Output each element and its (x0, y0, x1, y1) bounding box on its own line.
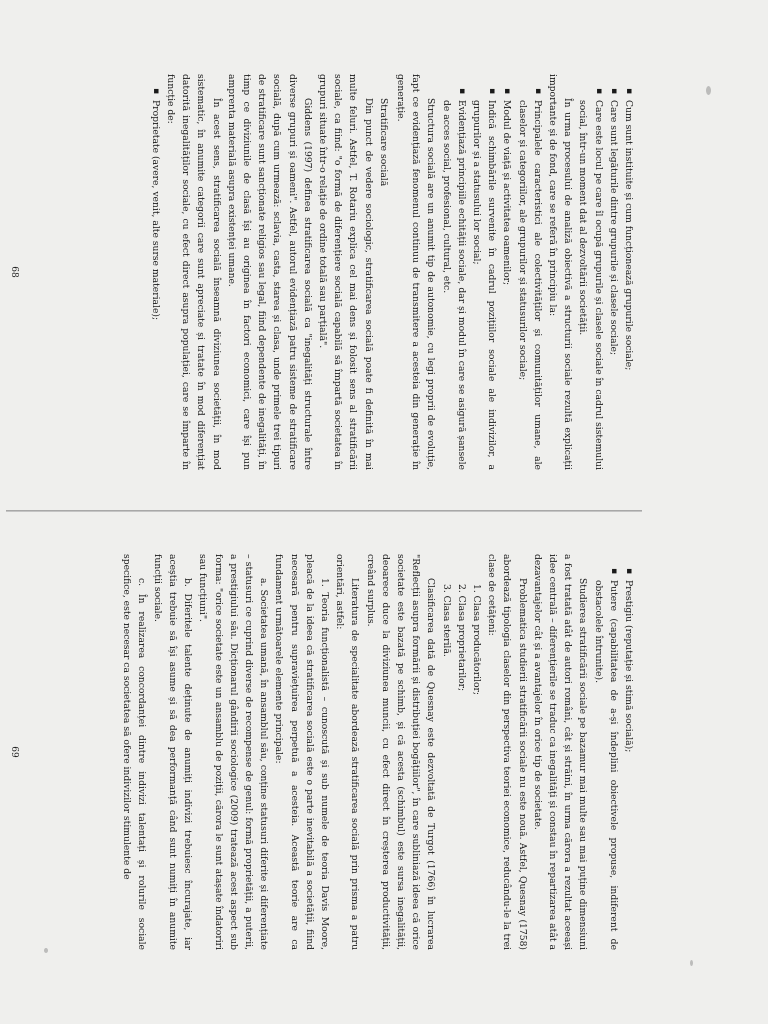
paragraph: În urma procesului de analiză obiectivă a structurii sociale rezultă explicații importante și de fond, care se referă în principiu la: (546, 74, 574, 470)
list-item: 3. Clasa sterilă. (440, 584, 452, 657)
book-gutter (6, 510, 642, 512)
list-item: ▪ Principalele caracteristici ale colectivităților și comunităților umane, ale claselor și categoriilor, ale grupurilor și statusurilor sociale; (514, 100, 544, 470)
book-spread (0, 52, 650, 972)
class-list (438, 554, 484, 950)
scan-speck (690, 960, 693, 966)
page-number: 69 (9, 746, 20, 758)
paragraph: Din punct de vedere sociologic, stratificarea socială poate fi definită în mai multe feluri. Astfel, T. Rotariu explica cel mai dens și folosit sens al stratificării sociale, ca fiind: "o formă de diferențiere socială capabilă să împartă societatea în grupuri situate într-o relație de ordine totală sau parțială". (316, 74, 374, 470)
list-item: ▪ Prestigiu (reputație și stimă socială); (621, 580, 636, 950)
paragraph: a. Societatea umană, în ansamblul său, conține statusuri diferite și diferențiate – statusuri ce cuprind diverse de recompense de genul: formă proprietății, a puterii, a prestigiului său. Dicționarul gândirii sociologice (2009) tratează acest aspect sub forma: "orice societate este un ansamblu de poziții, cărora le sunt atașate îndatoriri sau funcțiuni". (197, 554, 270, 950)
bullet-list-bottom (148, 74, 163, 470)
bullet-list-main (438, 74, 544, 470)
paragraph: Studierea stratificării sociale pe bazamur mai multe sau mai puține dimensiuni a fost tratată atât de autori români, cât și străini, în urma cărora a rezultat aceeași idee centrală – diferențierile se traduc ca inegalități și constau în repartizarea atât a dezavantajelor cât și a avantajelor în orice tip de societate. (531, 554, 589, 950)
scan-speck (706, 86, 711, 95)
paragraph: Giddens (1997) definea stratificarea socială ca "inegalități structurale între diverse grupuri și oameni". Astfel, autorul evidențiază patru sisteme de stratificare socială, după cum urmează: sclavia, casta, starea și clasa, unde primele trei tipuri de stratificare sunt sancționate religios sau legal, fiind dependente de inegalități, în timp ce diviziunile de clasă își au originea în factori economici, care își pun amprenta materială asupra existenței umane. (225, 74, 313, 470)
page-68 (0, 52, 650, 492)
bullet-list-top (575, 74, 636, 470)
list-item: ▪ Care sunt legăturile dintre grupurile și clasele sociale; (606, 100, 621, 470)
paragraph: Clasificarea dată de Quesnay este dezvoltată de Turgot (1766) în lucrarea "Reflecții asupra formării și distribuției bogățiilor", în care subliniază ideea că orice societate este bazată pe schimb, și că acesta (schimbul) este sursa inegalității, deoarece duce la diviziunea muncii, cu efect direct în creșterea productivității, creând surplus. (364, 554, 437, 950)
paragraph: Literatura de specialitate abordează stratificarea socială prin prisma a patru orientări, astfel: (334, 554, 361, 950)
paragraph: c. În realizarea concordanței dintre indivizi talentați și rolurile sociale specifice, este necesar ca societatea să ofere indivizilor stimulente de (121, 554, 148, 950)
paragraph: 1. Teoria funcționalistă – cunoscută și sub numele de teoria Davis Moore, pleacă de la ideea că stratificarea socială este o parte inevitabilă a societății, fiind necesară pentru supraviețuirea perpetuă a acesteia. Această teorie are ca fundament următoarele elemente principale: (273, 554, 330, 950)
bullet-list-top (590, 554, 636, 950)
section-heading: Stratificare socială (377, 98, 389, 187)
list-item: ▪ Modul de viață și activitatea oamenilor; (499, 100, 514, 470)
list-item: ▪ Proprietate (avere, venit, alte surse materiale); (148, 100, 163, 470)
paragraph: Problematica studierii stratificării sociale nu este nouă. Astfel, Quesnay (1758) abordează tipologia claselor din perspectiva teoriei economice, reducându-le la trei clase de cetățeni: (486, 554, 528, 950)
page-number: 68 (9, 266, 20, 278)
paragraph: În acest sens, stratificarea socială înseamnă diviziunea societății, în mod sistematic, în anumite categorii care sunt apreciate și tratate în mod diferențiat datorită inegalităților sociale, cu efect direct asupra populației, care se împarte în funcție de: (164, 74, 222, 470)
list-item: 2. Clasa proprietarilor; (455, 584, 467, 692)
list-item: ▪ Cum sunt instituite și cum funcționează grupurile sociale; (621, 100, 636, 470)
list-item: ▪ Putere (capabilitatea de a-și îndeplini obiectivele propuse, indiferent de obstacolele întrunite). (590, 580, 620, 950)
list-item: ▪ Evidențiază principiile echității sociale, dar și modul în care se asigură șansele de acces social, profesional, cultural, etc. (438, 100, 468, 470)
paragraph: b. Diferitele talente deținute de anumiți indivizi trebuiesc încurajate, iar aceștia trebuie să își asume și să dea performanță când sunt numiți în anumite funcții sociale. (151, 554, 194, 950)
list-item: 1. Clasa producătorilor; (470, 584, 482, 695)
list-item: ▪ Care este locul pe care îl ocupă grupurile și clasele sociale în cadrul sistemului social, într-un moment dat al dezvoltării societății. (575, 100, 605, 470)
list-item: ▪ Indică schimbările survenite în cadrul pozițiilor sociale ale indivizilor, a grupurilor și a statusului lor social; (469, 100, 499, 470)
page-69 (0, 532, 650, 972)
paragraph: Structura socială are un anumit tip de autonomie, cu legi proprii de evoluție, fapt ce evidențiază fenomenul continuu de transmitere a acesteia din generație în generație. (394, 74, 437, 470)
